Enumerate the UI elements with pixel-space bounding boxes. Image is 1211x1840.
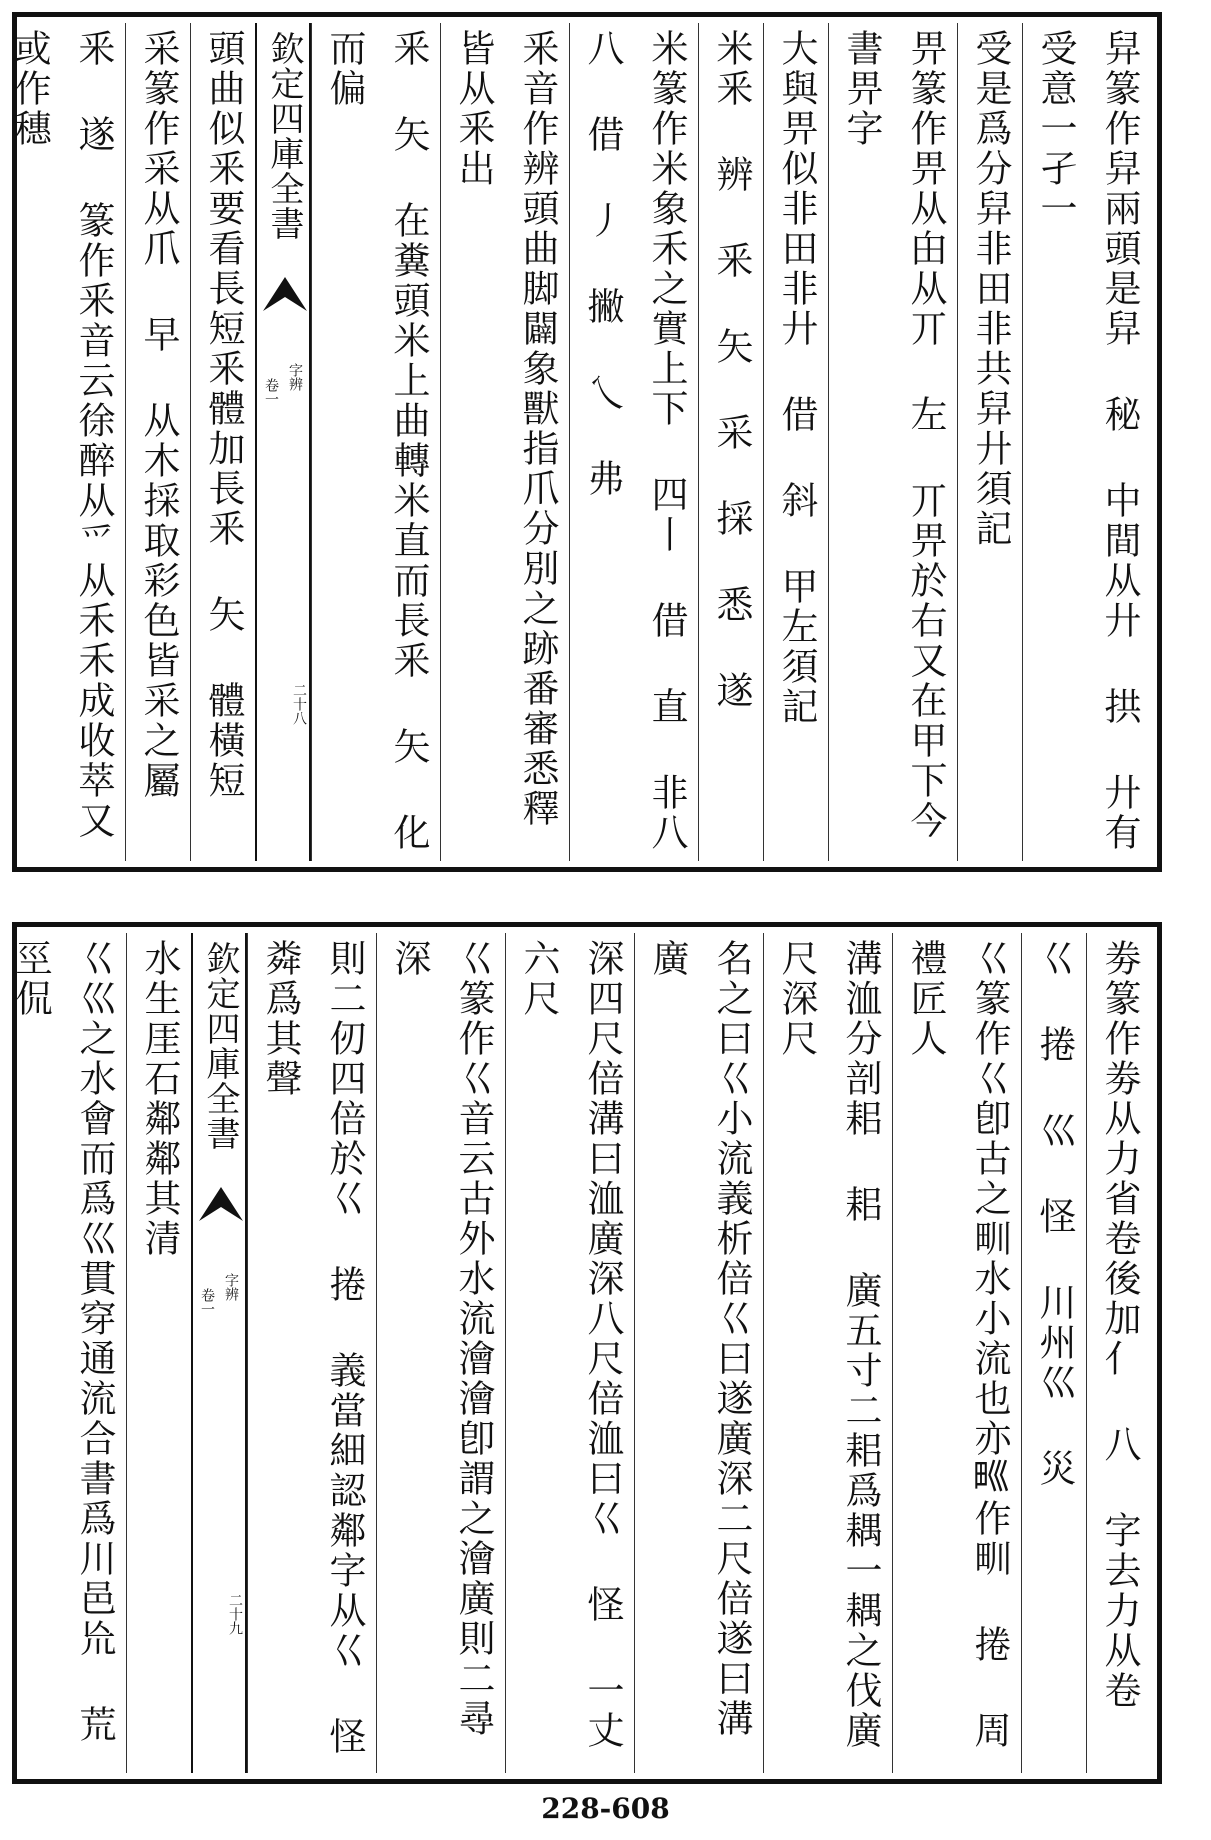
text-column: 釆 遂 篆作釆音云徐醉从爫从禾禾成收萃又或作穗 <box>0 23 125 861</box>
text-column: 舁篆作舁兩頭是舁 秘 中間从廾 拱 廾有受意一孑一 <box>1022 23 1151 861</box>
text-column: 大與畀似非田非廾 借 斜 甲左須記 <box>763 23 828 861</box>
text-column: 釆 矢 在糞頭米上曲轉米直而長釆 矢 化而偏 <box>311 23 440 861</box>
text-column: 巜篆作巜音云古外水流澮澮卽謂之澮廣則二尋深 <box>376 933 505 1773</box>
top-text-columns <box>8 23 1151 861</box>
text-column: 米釆 辨 釆 矢 采 採 悉 遂 <box>698 23 763 861</box>
text-column: 受是爲分舁非田非共舁廾須記 <box>957 23 1022 861</box>
text-column: 巜巛之水會而爲巛貫穿通流合書爲川邑㠩 荒 巠侃 <box>0 933 126 1773</box>
spine-subtitle: 字辨 <box>223 1273 239 1301</box>
text-column: 畀篆作畀从甶从丌 左 丌畀於右又在甲下今書畀字 <box>828 23 957 861</box>
spine-title: 欽定四庫全書 <box>264 31 304 241</box>
text-column: 巜篆作巜卽古之甽水小流也亦𤰝作甽 捲 周禮匠人 <box>892 933 1021 1773</box>
text-column: 米篆作米象禾之實上下 四丨 借 直 非八 八 借 丿 撇 乀 弗 <box>569 23 698 861</box>
text-column: 深四尺倍溝曰洫廣深八尺倍洫曰巜 怪 一丈六尺 <box>505 933 634 1773</box>
center-spine <box>191 933 247 1773</box>
text-column: 釆音作辨頭曲脚闢象獸指爪分別之跡番審悉釋皆从釆出 <box>440 23 569 861</box>
top-page-block <box>8 12 1162 872</box>
spine-page-number: 二十九 <box>227 1593 243 1635</box>
text-column: 頭曲似釆要看長短釆體加長釆 矢 體橫短 <box>190 23 255 861</box>
fish-tail-mark-icon <box>197 1183 245 1223</box>
bottom-text-columns <box>9 933 1151 1773</box>
spine-volume: 卷一 <box>263 378 279 406</box>
text-column: 劵篆作劵从力省卷後加亻 八 字去力从卷 <box>1086 933 1151 1773</box>
bottom-page-block <box>9 922 1162 1784</box>
text-column: 采篆作采从爪 早 从木採取彩色皆采之屬 <box>125 23 190 861</box>
fish-tail-mark-icon <box>261 273 309 313</box>
spine-title: 欽定四庫全書 <box>200 941 240 1151</box>
text-column: 巜 捲 巛 怪 川州巛 災 <box>1021 933 1086 1773</box>
spine-page-number: 二十八 <box>291 683 307 725</box>
center-spine <box>255 23 311 861</box>
spine-subtitle: 字辨 <box>287 363 303 391</box>
text-column: 則二仞四倍於巜 捲 義當細認鄰字从巜 怪 粦爲其聲 <box>247 933 376 1773</box>
text-column: 溝洫分剖耜 耜 廣五寸二耜爲耦一耦之伐廣尺深尺 <box>763 933 892 1773</box>
spine-volume: 卷一 <box>199 1288 215 1316</box>
text-column: 水生厓石鄰鄰其清 <box>126 933 191 1773</box>
text-column: 名之曰巜小流義析倍巜曰遂廣深二尺倍遂曰溝廣 <box>634 933 763 1773</box>
page-footer-number: 228-608 <box>541 1792 670 1825</box>
